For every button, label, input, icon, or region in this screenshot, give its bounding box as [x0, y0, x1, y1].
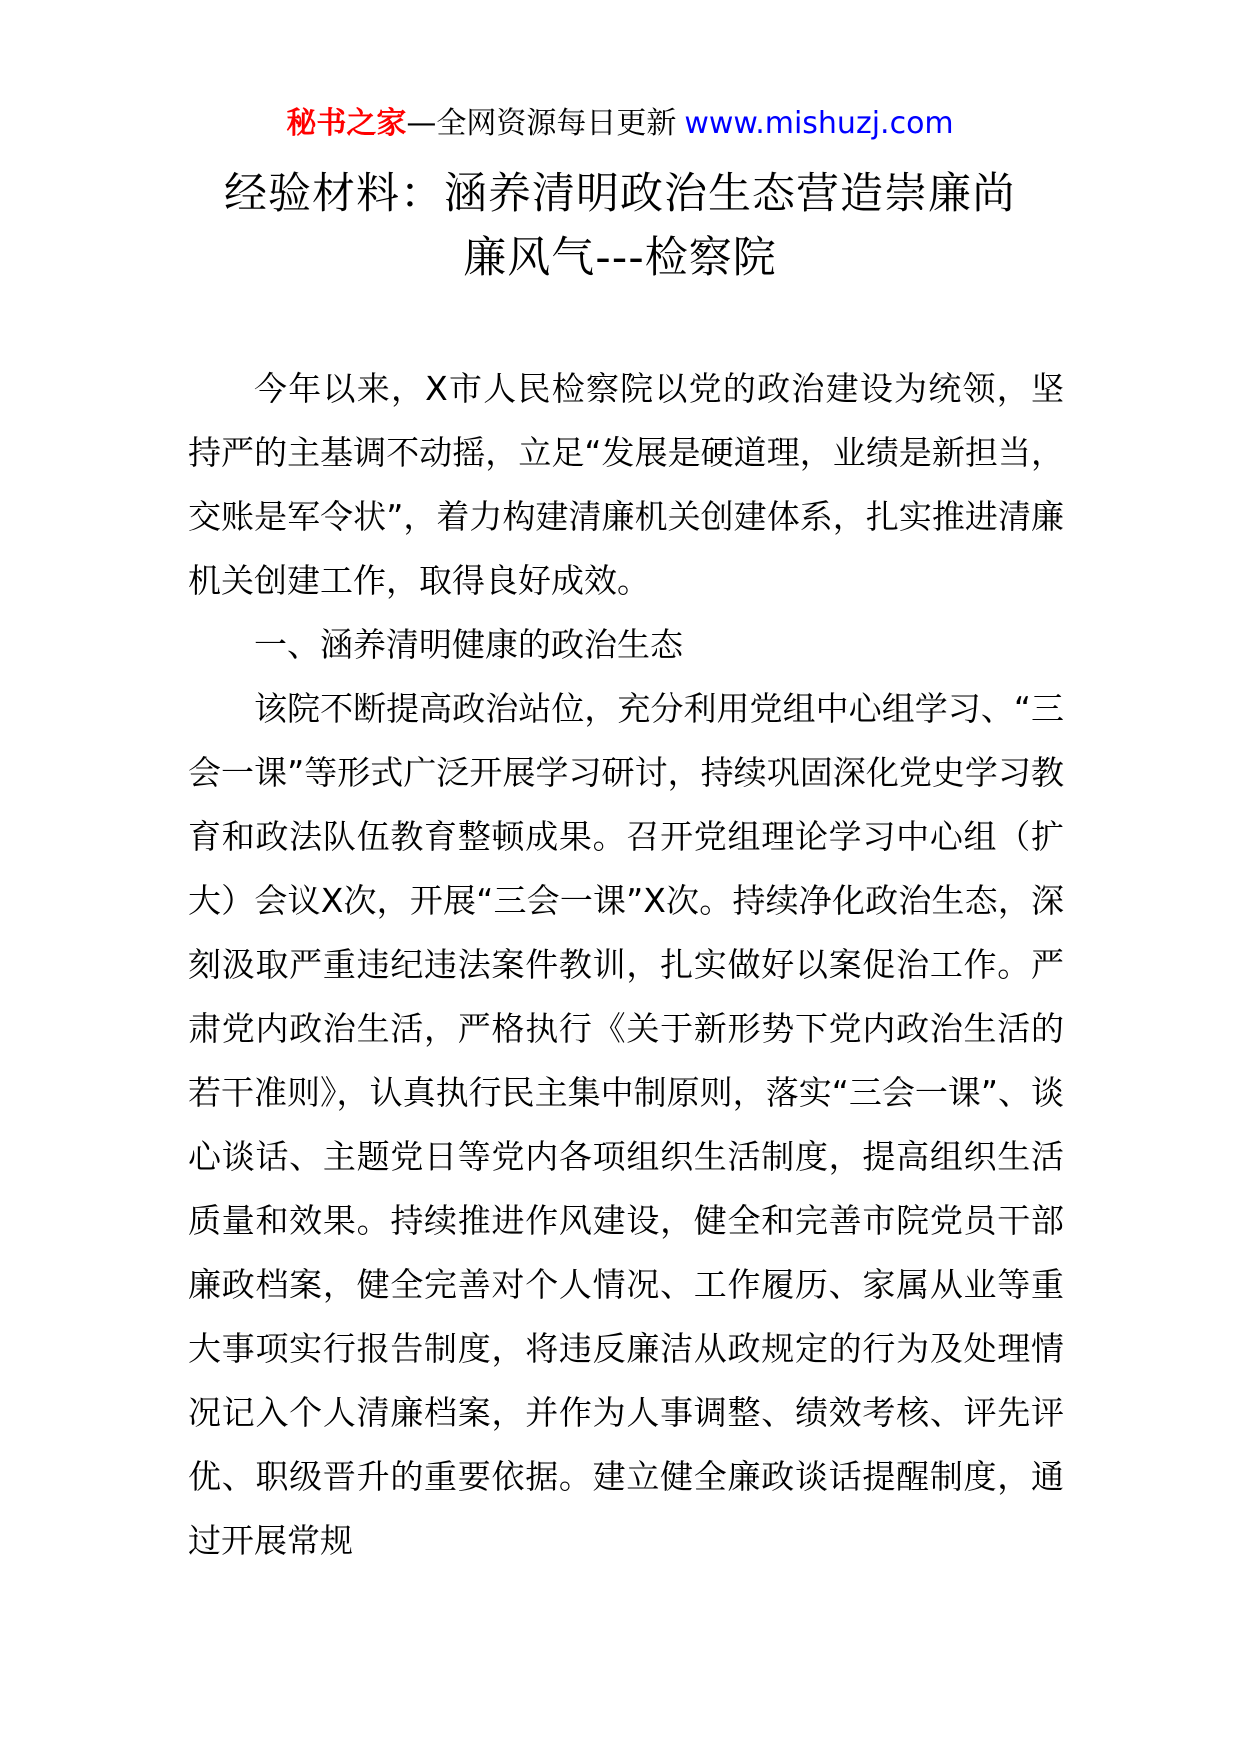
site-header [0, 102, 1240, 146]
section-paragraph: 该院不断提高政治站位，充分利用党组中心组学习、“三会一课”等形式广泛开展学习研讨，持续巩固深化党史学习教育和政法队伍教育整顿成果。召开党组理论学习中心组（扩大）会议X次，开展“三会一课”X次。持续净化政治生态，深刻汲取严重违纪违法案件教训，扎实做好以案促治工作。严肃党内政治生活，严格执行《关于新形势下党内政治生活的若干准则》，认真执行民主集中制原则，落实“三会一课”、谈心谈话、主题党日等党内各项组织生活制度，提高组织生活质量和效果。持续推进作风建设，健全和完善市院党员干部廉政档案，健全完善对个人情况、工作履历、家属从业等重大事项实行报告制度，将违反廉洁从政规定的行为及处理情况记入个人清廉档案，并作为人事调整、绩效考核、评先评优、职级晋升的重要依据。建立健全廉政谈话提醒制度，通过开展常规 [188, 689, 1064, 1560]
brand-name: 秘书之家 [286, 106, 407, 141]
document-title [150, 162, 1090, 290]
title-line-1: 经验材料：涵养清明政治生态营造崇廉尚 [224, 169, 1016, 219]
site-url-link[interactable]: www.mishuzj.com [684, 106, 954, 141]
header-slogan: —全网资源每日更新 [406, 106, 677, 141]
document-body [188, 357, 1064, 1573]
title-line-2: 廉风气---检察院 [463, 233, 777, 283]
section-heading: 一、涵养清明健康的政治生态 [254, 625, 683, 664]
intro-paragraph: 今年以来，X市人民检察院以党的政治建设为统领，坚持严的主基调不动摇，立足“发展是硬道理，业绩是新担当，交账是军令状”，着力构建清廉机关创建体系，扎实推进清廉机关创建工作，取得良好成效。 [188, 369, 1064, 600]
